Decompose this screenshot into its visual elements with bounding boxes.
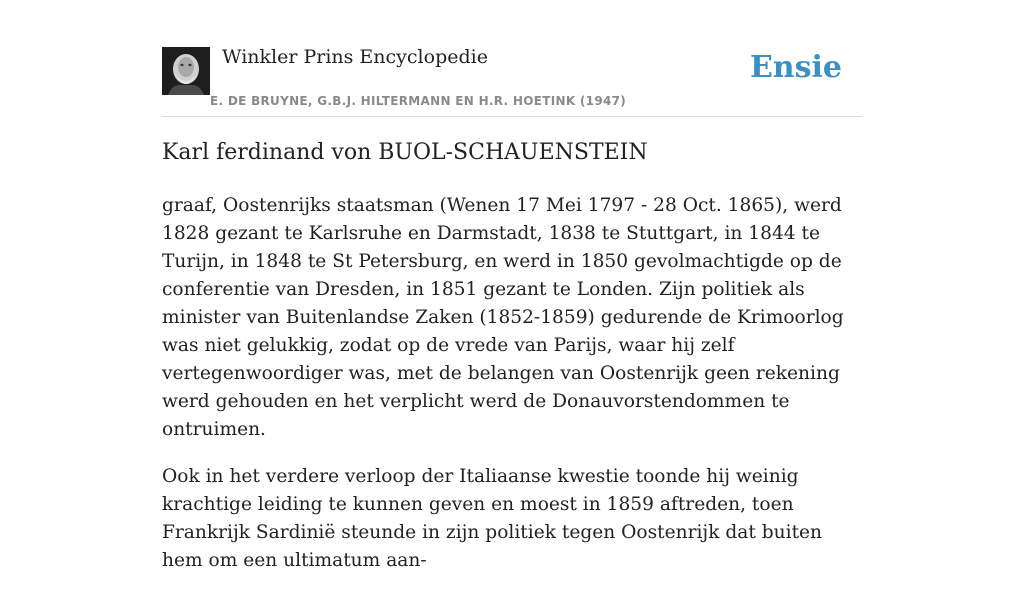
avatar[interactable] xyxy=(162,47,210,95)
ensie-logo-link[interactable]: Ensie xyxy=(749,50,842,85)
book-title[interactable]: Winkler Prins Encyclopedie xyxy=(222,46,488,68)
article-body xyxy=(162,192,862,594)
authors-line: E. DE BRUYNE, G.B.J. HILTERMANN EN H.R. HOETINK (1947) xyxy=(210,94,627,108)
author-portrait-icon xyxy=(162,47,210,95)
header xyxy=(162,40,862,117)
article-paragraph: Ook in het verdere verloop der Italiaanse kwestie toonde hij weinig krachtige leiding te kunnen geven en moest in 1859 aftreden, toen Frankrijk Sardinië steunde in zijn politiek tegen Oostenrijk dat buiten hem om een ultimatum aan- xyxy=(162,466,823,571)
article-title: Karl ferdinand von BUOL-SCHAUENSTEIN xyxy=(162,140,648,165)
article-paragraph: graaf, Oostenrijks staatsman (Wenen 17 Mei 1797 - 28 Oct. 1865), werd 1828 gezant te Karlsruhe en Darmstadt, 1838 te Stuttgart, in 1844 te Turijn, in 1848 te St Petersburg, en werd in 1850 gevolmachtigde op de conferentie van Dresden, in 1851 gezant te Londen. Zijn politiek als minister van Buitenlandse Zaken (1852-1859) gedurende de Krimoorlog was niet gelukkig, zodat op de vrede van Parijs, waar hij zelf vertegenwoordiger was, met de belangen van Oostenrijk geen rekening werd gehouden en het verplicht werd de Donauvorstendommen te ontruimen. xyxy=(162,195,844,440)
